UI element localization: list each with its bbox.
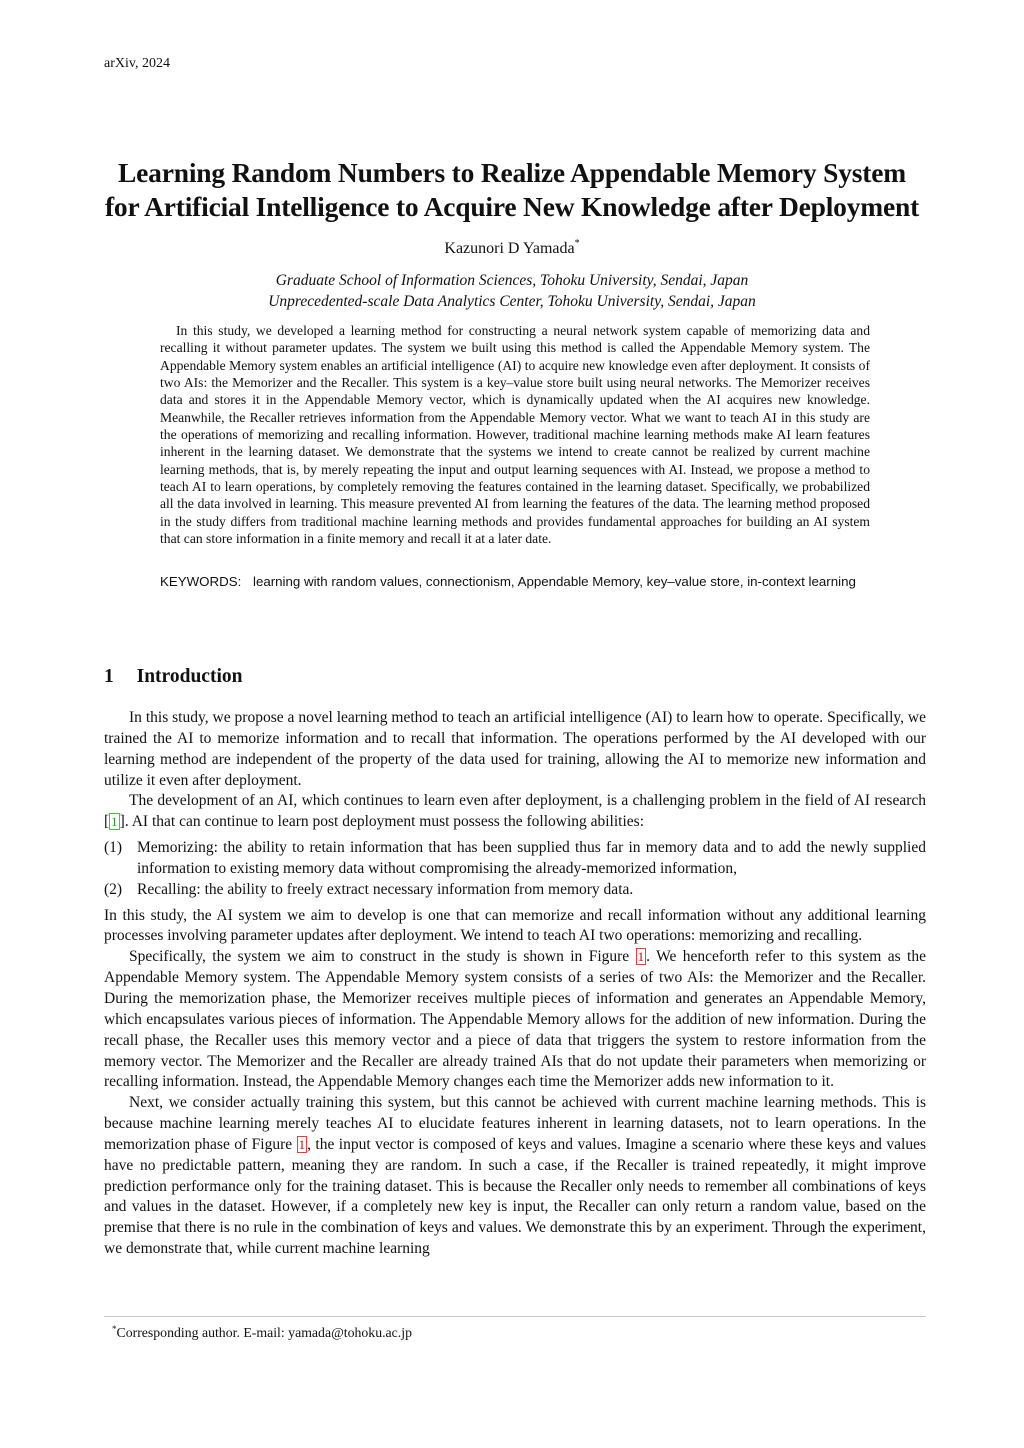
footnote-mark: * bbox=[112, 1324, 117, 1334]
footnote bbox=[112, 1324, 412, 1341]
paragraph-1: In this study, we propose a novel learning method to teach an artificial intelligence (AI) to learn how to operate. Specifically, we trained the AI to memorize information and to recall that information. The operations performed by the AI developed with our learning method are independent of the property of the data used for training, allowing the AI to memorize new information and utilize it even after deployment. bbox=[104, 709, 926, 789]
list-item bbox=[104, 838, 926, 880]
keywords-label: KEYWORDS: bbox=[160, 574, 242, 589]
paragraph-2-text-a: The development of an AI, which continues to learn even after deployment, is a challenging problem in the field of AI research [ bbox=[104, 792, 926, 831]
affiliation-2: Unprecedented-scale Data Analytics Center, Tohoku University, Sendai, Japan bbox=[268, 293, 756, 310]
author-name: Kazunori D Yamada bbox=[444, 240, 575, 257]
citation-link[interactable]: 1 bbox=[111, 814, 118, 830]
section-heading bbox=[104, 666, 242, 688]
footnote-text: Corresponding author. E-mail: yamada@tohoku.ac.jp bbox=[116, 1325, 412, 1340]
list-item-number: (2) bbox=[104, 880, 123, 898]
paragraph-5-text-b: , the input vector is composed of keys and values. Imagine a scenario where these keys and values have no predictable pattern, meaning they are random. In such a case, if the Recaller is trained repeatedly, it might improve prediction performance only for the training dataset. This is because the Recaller only needs to remember all combinations of keys and values in the dataset. However, if a completely new key is input, the Recaller can only return a random value, based on the premise that there is no rule in the combination of keys and values. We demonstrate this by an experiment. Through the experiment, we demonstrate that, while current machine learning bbox=[104, 1135, 926, 1258]
section-number: 1 bbox=[104, 666, 114, 687]
list-item-text: Recalling: the ability to freely extract necessary information from memory data. bbox=[137, 880, 634, 898]
paragraph-2 bbox=[104, 791, 926, 833]
running-header: arXiv, 2024 bbox=[104, 56, 170, 71]
title-line-1: Learning Random Numbers to Realize Appendable Memory System bbox=[118, 157, 906, 188]
list-item-number: (1) bbox=[104, 839, 123, 857]
paragraph-5 bbox=[104, 1093, 926, 1260]
affiliation-1: Graduate School of Information Sciences, Tohoku University, Sendai, Japan bbox=[275, 272, 749, 289]
title-line-2: for Artificial Intelligence to Acquire New Knowledge after Deployment bbox=[104, 191, 920, 222]
footnote-divider bbox=[104, 1316, 926, 1317]
paragraph-3: In this study, the AI system we aim to develop is one that can memorize and recall information without any additional learning processes involving parameter updates after deployment. We intend to teach AI two operations: memorizing and recalling. bbox=[104, 906, 926, 945]
list-item bbox=[104, 880, 926, 901]
author-line bbox=[0, 238, 1024, 258]
keywords bbox=[160, 573, 872, 591]
figure-link[interactable]: 1 bbox=[637, 949, 645, 965]
paragraph-2-text-b: ]. AI that can continue to learn post deployment must possess the following abilities: bbox=[119, 813, 645, 831]
paragraph-4-text-b: . We henceforth refer to this system as the Appendable Memory system. The Appendable Memory system consists of a series of two AIs: the Memorizer and the Recaller. During the memorization phase, the Memorizer receives multiple pieces of information and generates an Appendable Memory, which encapsulates various pieces of information. The Appendable Memory allows for the addition of new information. During the recall phase, the Recaller uses this memory vector and a piece of data that triggers the system to restore information from the memory vector. The Memorizer and the Recaller are already trained AIs that do not update their parameters when memorizing or recalling information. Instead, the Appendable Memory changes each time the Memorizer adds new information to it. bbox=[104, 948, 926, 1091]
author-footnote-mark: * bbox=[574, 238, 580, 249]
affiliations bbox=[0, 270, 1024, 312]
keywords-text: learning with random values, connectionism, Appendable Memory, key–value store, in-context learning bbox=[252, 574, 856, 589]
ability-list bbox=[104, 838, 926, 901]
figure-link[interactable]: 1 bbox=[298, 1136, 306, 1152]
list-item-text: Memorizing: the ability to retain information that has been supplied thus far in memory data and to add the newly supplied information to existing memory data without compromising the already-memorized information, bbox=[137, 839, 926, 877]
paragraph-5-text-a: Next, we consider actually training this system, but this cannot be achieved with current machine learning methods. This is because machine learning merely teaches AI to elucidate features inherent in learning datasets, not to learn operations. In the memorization phase of Figure bbox=[104, 1094, 926, 1153]
introduction-body bbox=[104, 708, 926, 1260]
paper-title bbox=[60, 156, 964, 224]
abstract: In this study, we developed a learning method for constructing a neural network system capable of memorizing data and recalling it without parameter updates. The system we built using this method is called the Appendable Memory system. The Appendable Memory system enables an artificial intelligence (AI) to acquire new knowledge even after deployment. It consists of two AIs: the Memorizer and the Recaller. This system is a key–value store built using neural networks. The Memorizer receives data and stores it in the Appendable Memory vector, which is dynamically updated when the AI acquires new knowledge. Meanwhile, the Recaller retrieves information from the Appendable Memory vector. What we want to teach AI in this study are the operations of memorizing and recalling information. However, traditional machine learning methods make AI learn features inherent in the learning dataset. We demonstrate that the systems we intend to create cannot be realized by current machine learning methods, that is, by merely repeating the input and output learning sequences with AI. Instead, we propose a method to teach AI to learn operations, by completely removing the features contained in the learning dataset. Specifically, we probabilized all the data involved in learning. This measure prevented AI from learning the features of the data. The learning method proposed in the study differs from traditional machine learning methods and provides fundamental approaches for building an AI system that can store information in a finite memory and recall it at a later date. bbox=[160, 323, 870, 547]
section-title: Introduction bbox=[136, 666, 243, 687]
paragraph-4 bbox=[104, 947, 926, 1093]
paragraph-4-text-a: Specifically, the system we aim to construct in the study is shown in Figure bbox=[129, 948, 636, 966]
